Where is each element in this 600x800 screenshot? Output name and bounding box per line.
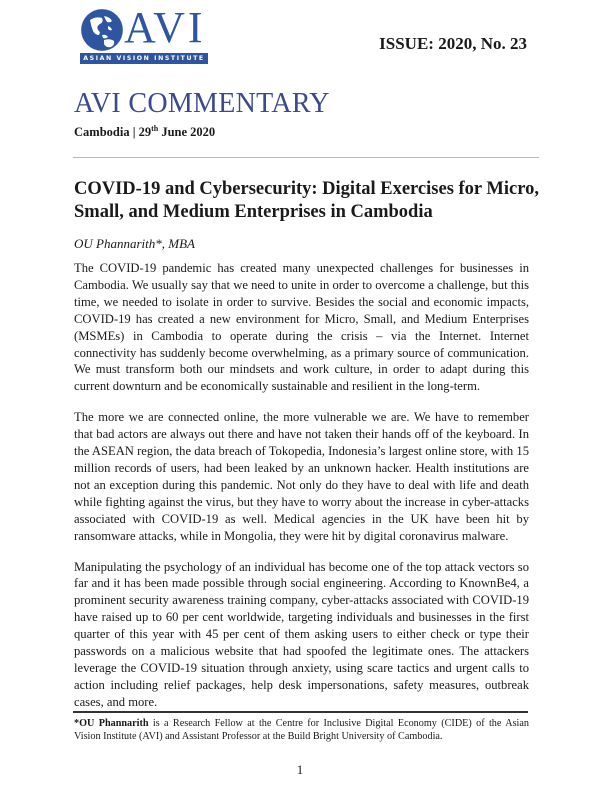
header-divider	[73, 157, 539, 158]
logo-tagline: ASIAN VISION INSTITUTE	[80, 53, 208, 64]
logo-wordmark: AVI	[124, 3, 206, 52]
issue-number: ISSUE: 2020, No. 23	[379, 34, 527, 53]
dateline	[74, 124, 215, 140]
paragraph: Manipulating the psychology of an individual has become one of the top attack vectors so far and it has been made possible through social engineering. According to KnownBe4, a prominent security awareness training company, cyber-attacks associated with COVID-19 have raised up to 60 per cent worldwide, targeting individuals and businesses in the first quarter of this year with 45 per cent of them asking users to either check or type their passwords on a malicious website that had spoofed the legitimate ones. The attackers leverage the COVID-19 situation through anxiety, using scare tactics and urgent calls to action including relief packages, help desk impersonations, safety measures, outbreak cases, and more.	[74, 559, 529, 709]
footnote	[74, 717, 529, 743]
article-body-container	[74, 260, 534, 710]
dateline-suffix: June 2020	[158, 125, 216, 140]
article-title: COVID-19 and Cybersecurity: Digital Exercises for Micro, Small, and Medium Enterprises in Cambodia	[74, 179, 539, 222]
footnote-author: *OU Phannarith	[74, 718, 149, 729]
article-body	[74, 260, 529, 710]
series-title: AVI COMMENTARY	[74, 88, 330, 119]
dateline-sup: th	[151, 124, 159, 133]
paragraph: The more we are connected online, the more vulnerable we are. We have to remember that bad actors are always out there and have not taken their hands off of the keyboard. In the ASEAN region, the data breach of Tokopedia, Indonesia’s largest online store, with 15 million records of users, had been leaked by an unknown hacker. Health institutions are not an exception during this pandemic. Not only do they have to deal with life and death while fighting against the virus, but they have to worry about the increase in cyber-attacks associated with COVID-19 as well. Medical agencies in the UK have been hit by ransomware attacks, while in Mongolia, they were hit by digital coronavirus malware.	[74, 410, 529, 543]
paragraph: The COVID-19 pandemic has created many unexpected challenges for businesses in Cambodia. We usually say that we need to unite in order to overcome a challenge, but this time, we needed to isolate in order to survive. Besides the social and economic impacts, COVID-19 has created a new environment for Micro, Small, and Medium Enterprises (MSMEs) in Cambodia to operate during the crisis – via the Internet. Internet connectivity has suddenly become overwhelming, as a primary source of communication. We must transform both our mindsets and work culture, in order to adapt during this current downturn and be economically sustainable and resilient in the long-term.	[74, 261, 529, 394]
avi-logo	[80, 3, 215, 63]
footnote-text: is a Research Fellow at the Centre for Inclusive Digital Economy (CIDE) of the Asian Vision Institute (AVI) and Assistant Professor at the Build Bright University of Cambodia.	[74, 718, 529, 742]
byline: OU Phannarith*, MBA	[74, 236, 195, 251]
footnote-divider	[73, 711, 528, 713]
globe-icon	[80, 8, 124, 52]
page-number: 1	[296, 762, 304, 777]
dateline-prefix: Cambodia | 29	[74, 125, 152, 140]
